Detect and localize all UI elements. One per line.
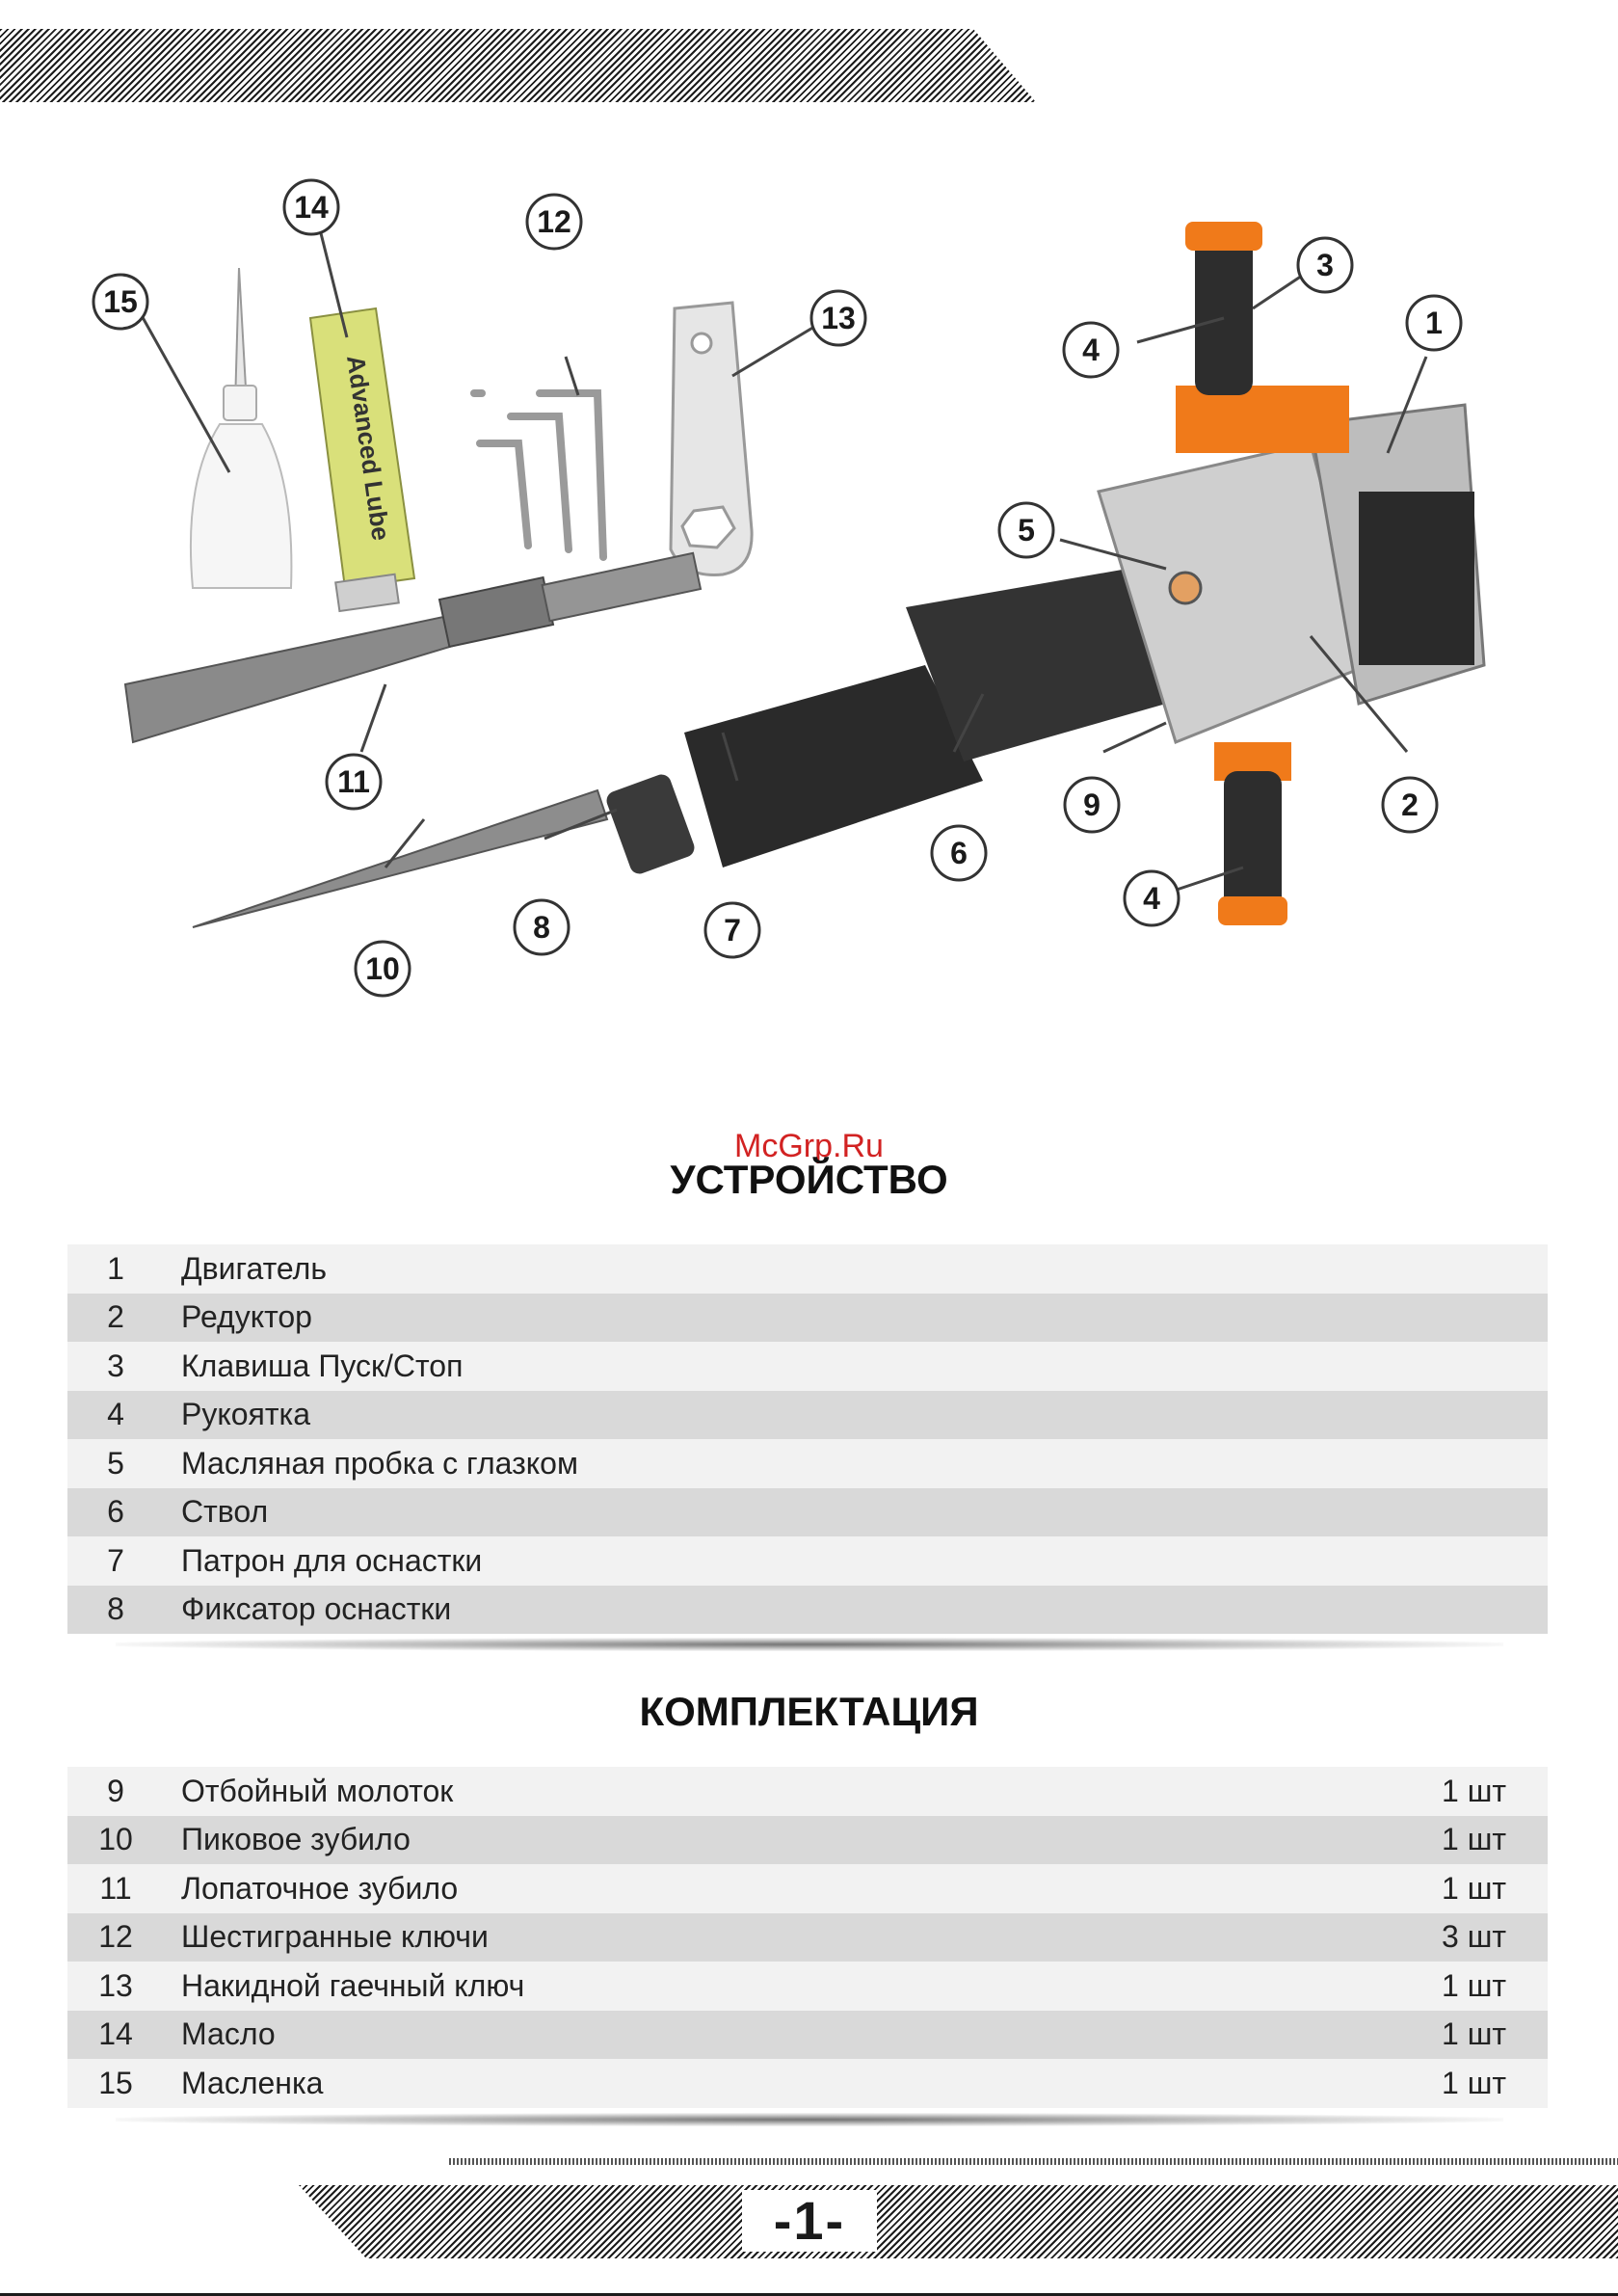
- item-number: 14: [98, 2016, 133, 2052]
- table-row: [67, 1244, 1548, 1294]
- callout-label: 7: [724, 913, 741, 948]
- ring-wrench-image: [671, 303, 752, 574]
- part-name: Двигатель: [181, 1250, 327, 1286]
- footer-dotted-line: [449, 2158, 1618, 2165]
- table-row: [67, 1816, 1548, 1865]
- callout-label: 12: [537, 204, 571, 239]
- item-number: 9: [107, 1773, 124, 1808]
- item-quantity: 1 шт: [1442, 1822, 1507, 1857]
- part-number: 6: [107, 1494, 124, 1530]
- part-number: 8: [107, 1591, 124, 1627]
- item-name: Масло: [181, 2016, 276, 2052]
- part-name: Редуктор: [181, 1299, 312, 1335]
- item-quantity: 1 шт: [1442, 1773, 1507, 1808]
- callout-label: 13: [821, 301, 856, 335]
- callout-label: 1: [1425, 306, 1443, 340]
- callout-label: 9: [1083, 788, 1101, 822]
- item-name: Шестигранные ключи: [181, 1919, 489, 1955]
- header-hatch-band: [0, 29, 1036, 102]
- lube-tube-image: [310, 308, 414, 611]
- table-row: [67, 1913, 1548, 1962]
- device-section-title: УСТРОЙСТВО: [670, 1157, 948, 1202]
- callout-label: 14: [294, 190, 329, 225]
- table-row: [67, 1439, 1548, 1488]
- table-row: [67, 1586, 1548, 1635]
- item-number: 13: [98, 1967, 133, 2003]
- item-quantity: 1 шт: [1442, 1967, 1507, 2003]
- table-row: [67, 1391, 1548, 1440]
- item-number: 11: [99, 1870, 132, 1906]
- part-name: Ствол: [181, 1494, 269, 1530]
- part-number: 2: [107, 1299, 124, 1335]
- part-number: 4: [107, 1397, 124, 1432]
- item-name: Лопаточное зубило: [181, 1870, 459, 1906]
- callout-label: 15: [103, 284, 138, 319]
- item-quantity: 1 шт: [1442, 2016, 1507, 2052]
- item-quantity: 3 шт: [1442, 1919, 1507, 1955]
- part-name: Рукоятка: [181, 1397, 310, 1432]
- table-row: [67, 1864, 1548, 1913]
- callout-label: 4: [1082, 333, 1100, 367]
- page-number: -1-: [742, 2190, 877, 2252]
- device-parts-table: [67, 1244, 1548, 1634]
- table-row: [67, 2059, 1548, 2108]
- table-row: [67, 1962, 1548, 2011]
- item-number: 15: [98, 2065, 133, 2100]
- item-quantity: 1 шт: [1442, 1870, 1507, 1906]
- item-number: 12: [98, 1919, 133, 1955]
- table-shadow: [116, 1638, 1503, 1651]
- part-name: Патрон для оснастки: [181, 1542, 483, 1578]
- item-name: Масленка: [181, 2065, 324, 2100]
- callout-label: 8: [533, 910, 550, 945]
- part-number: 3: [107, 1348, 124, 1383]
- item-name: Накидной гаечный ключ: [181, 1967, 525, 2003]
- demolition-hammer-image: [604, 222, 1484, 925]
- part-name: Масляная пробка с глазком: [181, 1445, 578, 1481]
- callout-label: 5: [1018, 513, 1035, 547]
- callout-label: 2: [1401, 788, 1419, 822]
- item-quantity: 1 шт: [1442, 2065, 1507, 2100]
- hex-keys-image: [474, 393, 603, 557]
- item-name: Отбойный молоток: [181, 1773, 454, 1808]
- item-number: 10: [98, 1822, 133, 1857]
- callout-label: 3: [1316, 248, 1334, 282]
- table-row: [67, 1488, 1548, 1537]
- part-number: 7: [107, 1542, 124, 1578]
- table-shadow: [116, 2113, 1503, 2126]
- callout-label: 11: [337, 764, 370, 799]
- product-illustration: [58, 164, 1561, 1031]
- part-name: Фиксатор оснастки: [181, 1591, 452, 1627]
- footer-hatch-band: [299, 2185, 1618, 2258]
- table-row: [67, 1536, 1548, 1586]
- callout-label: 4: [1143, 881, 1160, 916]
- table-row: [67, 1294, 1548, 1343]
- watermark-text: McGrp.Ru: [734, 1128, 884, 1164]
- tube-label: Advanced Lube: [341, 353, 396, 543]
- part-name: Клавиша Пуск/Стоп: [181, 1348, 464, 1383]
- part-number: 5: [107, 1445, 124, 1481]
- table-row: [67, 1767, 1548, 1816]
- callout-label: 6: [950, 836, 968, 870]
- table-row: [67, 1342, 1548, 1391]
- table-row: [67, 2011, 1548, 2060]
- kit-section-title: КОМПЛЕКТАЦИЯ: [639, 1689, 979, 1734]
- kit-contents-table: [67, 1767, 1548, 2108]
- item-name: Пиковое зубило: [181, 1822, 411, 1857]
- callout-label: 10: [365, 951, 400, 986]
- part-number: 1: [107, 1250, 124, 1286]
